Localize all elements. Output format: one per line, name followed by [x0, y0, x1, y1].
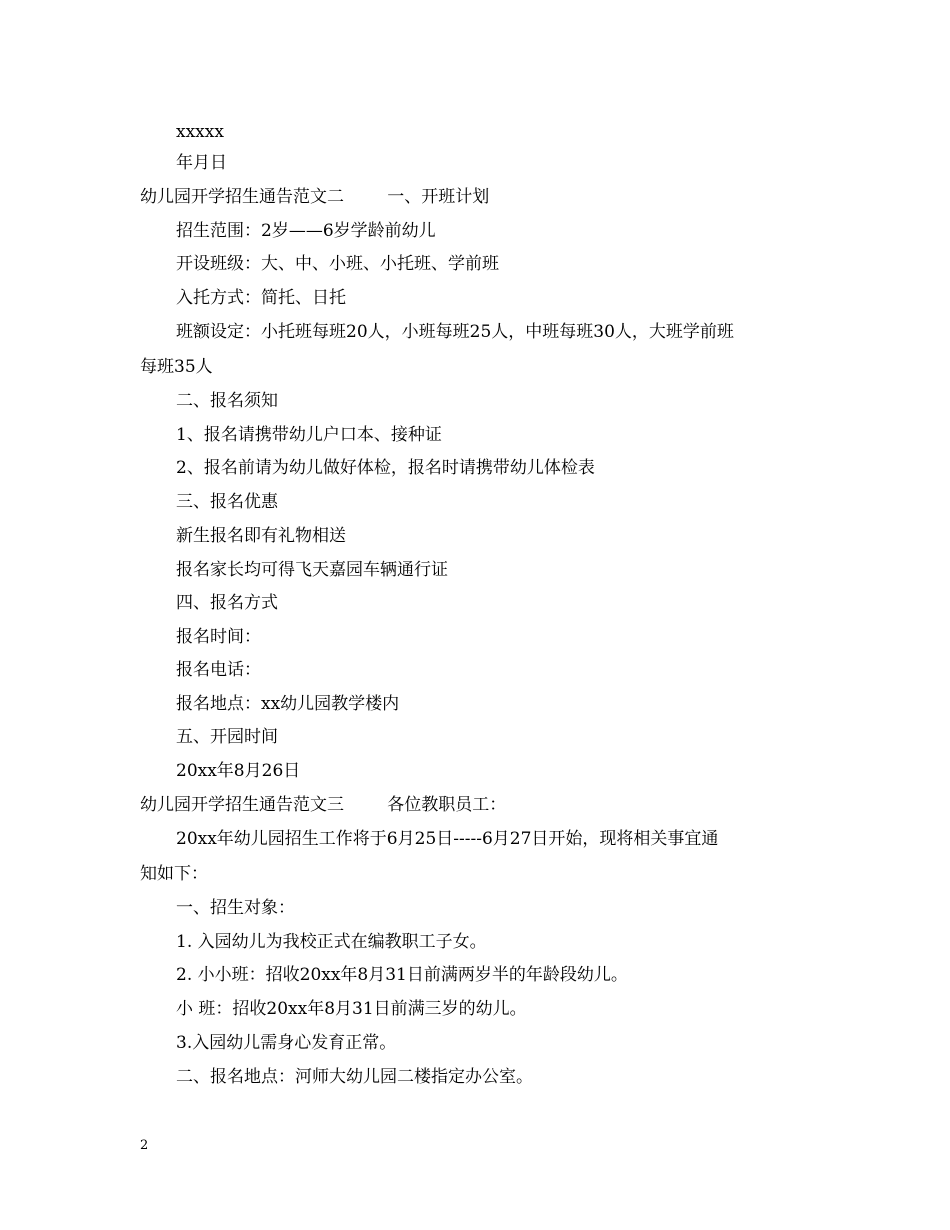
- text-line: 四、报名方式: [176, 593, 278, 613]
- text-line: 小 班：招收20xx年8月31日前满三岁的幼儿。: [176, 999, 527, 1019]
- text-line: 班额设定：小托班每班20人，小班每班25人，中班每班30人，大班学前班: [176, 322, 734, 342]
- text-line: 20xx年幼儿园招生工作将于6月25日-----6月27日开始，现将相关事宜通: [176, 829, 719, 849]
- text-line: 二、报名地点：河师大幼儿园二楼指定办公室。: [176, 1067, 533, 1087]
- text-line: 一、招生对象：: [176, 898, 295, 918]
- text-line: 每班35人: [140, 357, 213, 377]
- text-line: 知如下：: [140, 864, 208, 884]
- text-line: 招生范围：2岁——6岁学龄前幼儿: [176, 221, 436, 241]
- text-line: 报名家长均可得飞天嘉园车辆通行证: [176, 560, 448, 580]
- section-heading: 幼儿园开学招生通告范文二 一、开班计划: [140, 187, 490, 207]
- text-line: 三、报名优惠: [176, 492, 278, 512]
- text-line: 报名时间：: [176, 627, 261, 647]
- page-number: 2: [140, 1138, 149, 1153]
- text-line: 报名地点：xx幼儿园教学楼内: [176, 694, 400, 714]
- text-line: 2. 小小班：招收20xx年8月31日前满两岁半的年龄段幼儿。: [176, 965, 628, 985]
- text-line: 1、报名请携带幼儿户口本、接种证: [176, 425, 442, 445]
- text-line: xxxxx: [176, 122, 224, 142]
- text-line: 1. 入园幼儿为我校正式在编教职工子女。: [176, 932, 487, 952]
- text-line: 二、报名须知: [176, 391, 278, 411]
- text-line: 新生报名即有礼物相送: [176, 526, 346, 546]
- text-line: 2、报名前请为幼儿做好体检，报名时请携带幼儿体检表: [176, 458, 595, 478]
- text-line: 报名电话：: [176, 660, 261, 680]
- text-line: 20xx年8月26日: [176, 761, 301, 781]
- section-heading: 幼儿园开学招生通告范文三 各位教职员工：: [140, 795, 507, 815]
- text-line: 开设班级：大、中、小班、小托班、学前班: [176, 254, 499, 274]
- text-line: 入托方式：简托、日托: [176, 288, 346, 308]
- text-line: 五、开园时间: [176, 727, 278, 747]
- text-line: 3.入园幼儿需身心发育正常。: [176, 1033, 397, 1053]
- text-line: 年月日: [176, 153, 227, 173]
